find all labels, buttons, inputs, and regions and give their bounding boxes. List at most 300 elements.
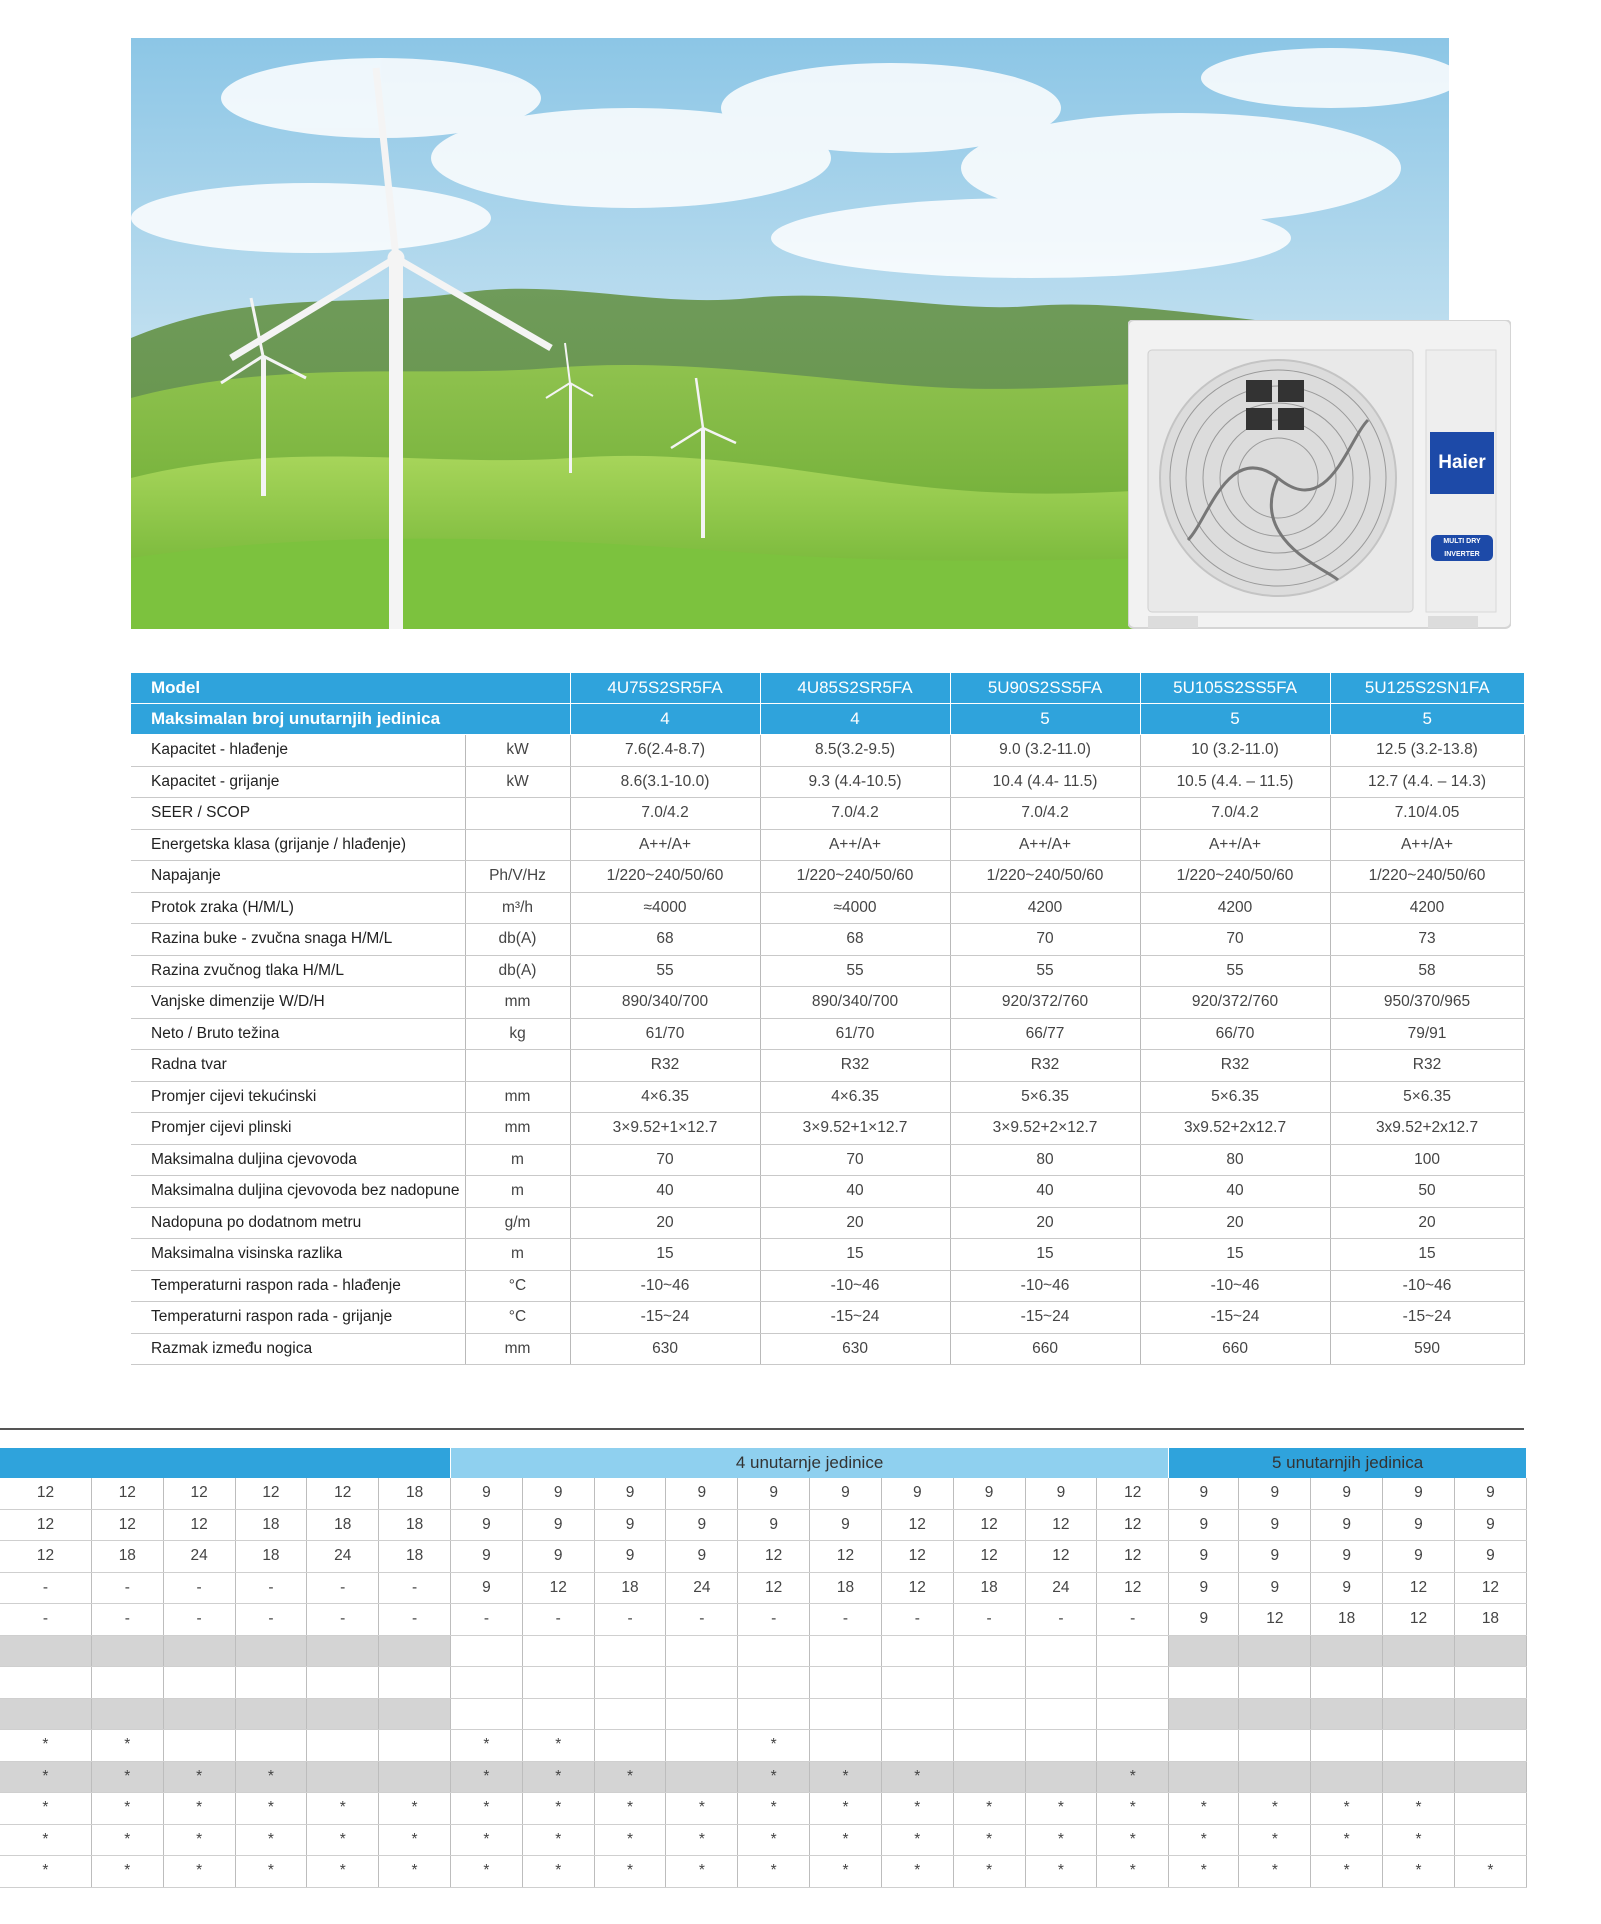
combination-cell: * xyxy=(91,1761,163,1793)
combination-table xyxy=(0,1448,1527,1888)
combination-cell xyxy=(1454,1761,1526,1793)
combination-cell xyxy=(666,1667,738,1699)
combination-cell xyxy=(1383,1667,1455,1699)
combination-cell xyxy=(235,1698,307,1730)
spec-value: 80 xyxy=(950,1144,1140,1176)
combination-cell: * xyxy=(810,1856,882,1888)
combination-cell: * xyxy=(235,1761,307,1793)
combination-cell: * xyxy=(1169,1793,1239,1825)
spec-unit: m xyxy=(465,1144,570,1176)
combination-cell: 9 xyxy=(738,1509,810,1541)
group-header-cell: 4 unutarnje jedinice xyxy=(451,1448,1169,1478)
combination-cell: * xyxy=(379,1856,451,1888)
combination-cell xyxy=(235,1730,307,1762)
spec-unit: mm xyxy=(465,987,570,1019)
combination-cell xyxy=(1454,1698,1526,1730)
spec-unit: Ph/V/Hz xyxy=(465,861,570,893)
combination-cell: 9 xyxy=(666,1509,738,1541)
combination-cell xyxy=(379,1667,451,1699)
combination-row xyxy=(0,1667,1527,1699)
combination-cell: 12 xyxy=(738,1572,810,1604)
combination-cell xyxy=(666,1698,738,1730)
combination-cell xyxy=(91,1698,163,1730)
combination-cell: 9 xyxy=(666,1478,738,1509)
combination-cell: * xyxy=(1025,1856,1097,1888)
spec-label: Promjer cijevi tekućinski xyxy=(131,1081,465,1113)
combination-cell: 9 xyxy=(953,1478,1025,1509)
spec-row xyxy=(131,798,1524,830)
combination-cell: 24 xyxy=(666,1572,738,1604)
spec-label: Maksimalna visinska razlika xyxy=(131,1239,465,1271)
spec-value: 20 xyxy=(950,1207,1140,1239)
combination-cell xyxy=(1239,1730,1311,1762)
spec-row xyxy=(131,1050,1524,1082)
spec-value: 950/370/965 xyxy=(1330,987,1524,1019)
combination-cell xyxy=(1454,1824,1526,1856)
spec-value: 20 xyxy=(570,1207,760,1239)
spec-value: 40 xyxy=(1140,1176,1330,1208)
combination-cell: * xyxy=(0,1793,91,1825)
combination-cell xyxy=(522,1635,594,1667)
combination-cell: 12 xyxy=(881,1509,953,1541)
combination-cell: * xyxy=(594,1824,666,1856)
combination-cell: 9 xyxy=(1239,1478,1311,1509)
combination-cell xyxy=(1383,1761,1455,1793)
combination-cell: 12 xyxy=(1025,1509,1097,1541)
max-indoor-units-value: 5 xyxy=(1140,704,1330,735)
max-indoor-units-value: 5 xyxy=(1330,704,1524,735)
combination-cell: * xyxy=(235,1856,307,1888)
combination-cell: 12 xyxy=(1239,1604,1311,1636)
combination-cell xyxy=(1025,1730,1097,1762)
combination-cell xyxy=(1383,1730,1455,1762)
spec-unit: m xyxy=(465,1176,570,1208)
spec-label: Energetska klasa (grijanje / hlađenje) xyxy=(131,829,465,861)
combination-cell: 9 xyxy=(522,1541,594,1573)
spec-value: 40 xyxy=(950,1176,1140,1208)
spec-row xyxy=(131,1176,1524,1208)
spec-row xyxy=(131,1302,1524,1334)
combination-cell: * xyxy=(1383,1856,1455,1888)
combination-cell xyxy=(881,1698,953,1730)
spec-value: 55 xyxy=(570,955,760,987)
combination-cell: 9 xyxy=(594,1509,666,1541)
spec-value: 7.0/4.2 xyxy=(950,798,1140,830)
combination-cell xyxy=(91,1667,163,1699)
combination-cell: 9 xyxy=(881,1478,953,1509)
spec-value: -15~24 xyxy=(1330,1302,1524,1334)
combination-cell: - xyxy=(307,1572,379,1604)
combination-cell: * xyxy=(666,1793,738,1825)
spec-row xyxy=(131,829,1524,861)
spec-subheader-row xyxy=(131,704,1524,735)
spec-value: 590 xyxy=(1330,1333,1524,1365)
combination-cell: 9 xyxy=(451,1541,523,1573)
max-indoor-units-value: 4 xyxy=(760,704,950,735)
spec-label: Razina buke - zvučna snaga H/M/L xyxy=(131,924,465,956)
spec-label: Nadopuna po dodatnom metru xyxy=(131,1207,465,1239)
combination-cell xyxy=(0,1667,91,1699)
combination-cell xyxy=(451,1667,523,1699)
spec-header-label: Model xyxy=(131,673,570,704)
section-divider xyxy=(0,1428,1524,1430)
combination-cell: * xyxy=(451,1730,523,1762)
combination-cell: 18 xyxy=(594,1572,666,1604)
combination-cell xyxy=(666,1761,738,1793)
combination-cell: * xyxy=(738,1824,810,1856)
combination-cell: 18 xyxy=(810,1572,882,1604)
spec-value: 660 xyxy=(950,1333,1140,1365)
spec-value: 4200 xyxy=(1330,892,1524,924)
combination-cell: 9 xyxy=(810,1478,882,1509)
combination-cell: * xyxy=(91,1856,163,1888)
combination-cell xyxy=(953,1698,1025,1730)
spec-value: A++/A+ xyxy=(1140,829,1330,861)
spec-value: 40 xyxy=(570,1176,760,1208)
combination-cell xyxy=(379,1730,451,1762)
combination-cell: 12 xyxy=(1383,1604,1455,1636)
combination-cell: 9 xyxy=(1311,1478,1383,1509)
combination-cell: * xyxy=(738,1761,810,1793)
combination-cell: * xyxy=(1097,1856,1169,1888)
spec-value: 4×6.35 xyxy=(570,1081,760,1113)
combination-cell xyxy=(666,1635,738,1667)
combination-cell: 24 xyxy=(163,1541,235,1573)
combination-cell xyxy=(1311,1730,1383,1762)
combination-cell xyxy=(1025,1761,1097,1793)
spec-value: 660 xyxy=(1140,1333,1330,1365)
spec-label: Maksimalna duljina cjevovoda bez nadopune xyxy=(131,1176,465,1208)
combination-cell: 12 xyxy=(1097,1541,1169,1573)
combination-cell xyxy=(379,1761,451,1793)
spec-label: Promjer cijevi plinski xyxy=(131,1113,465,1145)
combination-cell xyxy=(163,1730,235,1762)
spec-value: 58 xyxy=(1330,955,1524,987)
combination-cell xyxy=(235,1635,307,1667)
combination-cell xyxy=(1383,1635,1455,1667)
combination-cell: 9 xyxy=(738,1478,810,1509)
spec-row xyxy=(131,1333,1524,1365)
combination-cell xyxy=(163,1635,235,1667)
combination-cell: * xyxy=(522,1761,594,1793)
spec-value: -15~24 xyxy=(950,1302,1140,1334)
combination-cell xyxy=(1311,1667,1383,1699)
combination-cell: 12 xyxy=(953,1541,1025,1573)
spec-label: Napajanje xyxy=(131,861,465,893)
combination-cell: * xyxy=(738,1856,810,1888)
combination-cell xyxy=(1097,1667,1169,1699)
spec-value: 7.0/4.2 xyxy=(570,798,760,830)
spec-value: 7.6(2.4-8.7) xyxy=(570,735,760,767)
combination-cell xyxy=(594,1698,666,1730)
spec-row xyxy=(131,766,1524,798)
combination-cell: - xyxy=(91,1572,163,1604)
spec-value: 68 xyxy=(570,924,760,956)
combination-cell: 12 xyxy=(163,1478,235,1509)
combination-row xyxy=(0,1730,1527,1762)
combination-cell: 12 xyxy=(0,1541,91,1573)
spec-value: A++/A+ xyxy=(950,829,1140,861)
spec-value: 40 xyxy=(760,1176,950,1208)
spec-value: -10~46 xyxy=(760,1270,950,1302)
combination-cell: * xyxy=(1454,1856,1526,1888)
spec-label: Temperaturni raspon rada - hlađenje xyxy=(131,1270,465,1302)
combination-cell xyxy=(379,1698,451,1730)
combination-cell: 12 xyxy=(953,1509,1025,1541)
combination-cell: 12 xyxy=(881,1572,953,1604)
spec-value: 3×9.52+2×12.7 xyxy=(950,1113,1140,1145)
spec-value: 1/220~240/50/60 xyxy=(1140,861,1330,893)
combination-cell xyxy=(1169,1761,1239,1793)
spec-value: 920/372/760 xyxy=(1140,987,1330,1019)
combination-cell xyxy=(451,1698,523,1730)
spec-value: 50 xyxy=(1330,1176,1524,1208)
spec-value: 70 xyxy=(1140,924,1330,956)
combination-cell xyxy=(307,1635,379,1667)
combination-cell xyxy=(881,1667,953,1699)
combination-cell: 12 xyxy=(1097,1478,1169,1509)
spec-unit: mm xyxy=(465,1113,570,1145)
combination-cell: 9 xyxy=(1311,1509,1383,1541)
spec-value: 3×9.52+1×12.7 xyxy=(760,1113,950,1145)
combination-cell: - xyxy=(881,1604,953,1636)
spec-value: 10 (3.2-11.0) xyxy=(1140,735,1330,767)
spec-label: Razina zvučnog tlaka H/M/L xyxy=(131,955,465,987)
spec-unit xyxy=(465,829,570,861)
combination-cell xyxy=(1383,1698,1455,1730)
spec-value: 5×6.35 xyxy=(1330,1081,1524,1113)
spec-label: Kapacitet - hlađenje xyxy=(131,735,465,767)
combination-cell: * xyxy=(1097,1761,1169,1793)
spec-value: 890/340/700 xyxy=(760,987,950,1019)
combination-cell xyxy=(1311,1761,1383,1793)
combination-cell: * xyxy=(666,1856,738,1888)
combination-cell xyxy=(953,1730,1025,1762)
spec-label: SEER / SCOP xyxy=(131,798,465,830)
model-name: 4U85S2SR5FA xyxy=(760,673,950,704)
spec-value: -10~46 xyxy=(950,1270,1140,1302)
spec-unit: kW xyxy=(465,735,570,767)
combination-cell xyxy=(1239,1698,1311,1730)
spec-unit: kg xyxy=(465,1018,570,1050)
combination-cell: * xyxy=(881,1793,953,1825)
spec-value: 66/77 xyxy=(950,1018,1140,1050)
combination-cell: 18 xyxy=(307,1509,379,1541)
combination-cell: * xyxy=(235,1824,307,1856)
spec-value: 4×6.35 xyxy=(760,1081,950,1113)
combination-cell xyxy=(307,1667,379,1699)
spec-label: Razmak između nogica xyxy=(131,1333,465,1365)
combination-cell: * xyxy=(451,1761,523,1793)
spec-value: -15~24 xyxy=(1140,1302,1330,1334)
spec-value: R32 xyxy=(950,1050,1140,1082)
combination-cell xyxy=(91,1635,163,1667)
combination-cell: * xyxy=(0,1761,91,1793)
combination-cell: 12 xyxy=(738,1541,810,1573)
combination-cell xyxy=(1454,1635,1526,1667)
combination-group-header xyxy=(0,1448,1527,1478)
spec-value: R32 xyxy=(1140,1050,1330,1082)
combination-cell: * xyxy=(1239,1793,1311,1825)
combination-row xyxy=(0,1793,1527,1825)
combination-cell xyxy=(1025,1635,1097,1667)
combination-cell xyxy=(738,1667,810,1699)
combination-cell: 12 xyxy=(1454,1572,1526,1604)
spec-value: 7.0/4.2 xyxy=(1140,798,1330,830)
combination-cell: * xyxy=(1311,1824,1383,1856)
spec-value: 8.6(3.1-10.0) xyxy=(570,766,760,798)
combination-cell xyxy=(1025,1698,1097,1730)
combination-cell: * xyxy=(1383,1793,1455,1825)
model-name: 5U105S2SS5FA xyxy=(1140,673,1330,704)
combination-row xyxy=(0,1761,1527,1793)
spec-value: 1/220~240/50/60 xyxy=(1330,861,1524,893)
combination-cell: 9 xyxy=(1454,1478,1526,1509)
combination-cell: * xyxy=(1097,1793,1169,1825)
spec-value: 12.5 (3.2-13.8) xyxy=(1330,735,1524,767)
combination-cell: - xyxy=(1025,1604,1097,1636)
spec-value: 66/70 xyxy=(1140,1018,1330,1050)
spec-value: A++/A+ xyxy=(760,829,950,861)
combination-cell: * xyxy=(810,1793,882,1825)
combination-cell xyxy=(163,1667,235,1699)
combination-cell: 18 xyxy=(91,1541,163,1573)
combination-cell xyxy=(1169,1730,1239,1762)
spec-value: 15 xyxy=(570,1239,760,1271)
spec-unit: m xyxy=(465,1239,570,1271)
combination-row xyxy=(0,1478,1527,1509)
combination-cell: * xyxy=(594,1793,666,1825)
combination-cell: 12 xyxy=(91,1478,163,1509)
combination-cell: 18 xyxy=(379,1509,451,1541)
spec-row xyxy=(131,1144,1524,1176)
combination-cell xyxy=(953,1667,1025,1699)
combination-cell xyxy=(594,1667,666,1699)
combination-cell: * xyxy=(1239,1856,1311,1888)
combination-cell: 9 xyxy=(1169,1478,1239,1509)
haier-logo: Haier xyxy=(1438,452,1486,473)
spec-value: 7.0/4.2 xyxy=(760,798,950,830)
combination-cell xyxy=(0,1698,91,1730)
combination-cell: - xyxy=(594,1604,666,1636)
spec-row xyxy=(131,1113,1524,1145)
spec-table xyxy=(131,673,1525,1365)
combination-cell xyxy=(1239,1761,1311,1793)
combination-cell xyxy=(379,1635,451,1667)
spec-row xyxy=(131,987,1524,1019)
spec-value: 70 xyxy=(760,1144,950,1176)
combination-cell: * xyxy=(738,1730,810,1762)
spec-value: 1/220~240/50/60 xyxy=(950,861,1140,893)
spec-unit: g/m xyxy=(465,1207,570,1239)
combination-cell: 9 xyxy=(1239,1509,1311,1541)
spec-row xyxy=(131,1018,1524,1050)
combination-cell: * xyxy=(451,1856,523,1888)
inverter-badge: MULTI DRY INVERTER xyxy=(1443,538,1481,558)
combination-cell: 12 xyxy=(1383,1572,1455,1604)
combination-cell: * xyxy=(451,1824,523,1856)
spec-value: -15~24 xyxy=(760,1302,950,1334)
spec-value: -10~46 xyxy=(570,1270,760,1302)
spec-value: 70 xyxy=(570,1144,760,1176)
max-indoor-units-value: 4 xyxy=(570,704,760,735)
combination-cell: 12 xyxy=(163,1509,235,1541)
combination-cell: * xyxy=(522,1824,594,1856)
combination-cell xyxy=(1169,1667,1239,1699)
group-header-cell: 5 unutarnjih jedinica xyxy=(1169,1448,1527,1478)
spec-value: 55 xyxy=(950,955,1140,987)
spec-value: 920/372/760 xyxy=(950,987,1140,1019)
combination-cell xyxy=(163,1698,235,1730)
combination-cell: 24 xyxy=(307,1541,379,1573)
spec-value: 8.5(3.2-9.5) xyxy=(760,735,950,767)
combination-cell: * xyxy=(235,1793,307,1825)
combination-cell: 9 xyxy=(666,1541,738,1573)
spec-value: 61/70 xyxy=(760,1018,950,1050)
combination-cell: * xyxy=(91,1793,163,1825)
combination-cell: 12 xyxy=(1097,1572,1169,1604)
combination-cell: * xyxy=(1097,1824,1169,1856)
spec-unit: mm xyxy=(465,1081,570,1113)
spec-value: 630 xyxy=(570,1333,760,1365)
spec-value: A++/A+ xyxy=(570,829,760,861)
combination-cell: * xyxy=(0,1856,91,1888)
combination-cell xyxy=(953,1635,1025,1667)
spec-value: 1/220~240/50/60 xyxy=(570,861,760,893)
combination-cell: * xyxy=(810,1761,882,1793)
spec-value: 20 xyxy=(1330,1207,1524,1239)
combination-cell xyxy=(1169,1635,1239,1667)
spec-unit: °C xyxy=(465,1302,570,1334)
combination-cell: 12 xyxy=(522,1572,594,1604)
spec-value: -10~46 xyxy=(1330,1270,1524,1302)
spec-value: -10~46 xyxy=(1140,1270,1330,1302)
combination-row xyxy=(0,1698,1527,1730)
combination-row xyxy=(0,1856,1527,1888)
combination-cell xyxy=(810,1730,882,1762)
combination-cell: * xyxy=(738,1793,810,1825)
combination-cell: * xyxy=(666,1824,738,1856)
combination-cell xyxy=(522,1698,594,1730)
combination-cell: 18 xyxy=(235,1541,307,1573)
combination-cell: * xyxy=(953,1856,1025,1888)
spec-value: 55 xyxy=(1140,955,1330,987)
spec-value: 4200 xyxy=(1140,892,1330,924)
combination-cell: 12 xyxy=(881,1541,953,1573)
combination-cell: - xyxy=(379,1604,451,1636)
combination-cell: * xyxy=(307,1793,379,1825)
spec-value: 15 xyxy=(760,1239,950,1271)
combination-cell: * xyxy=(379,1824,451,1856)
combination-cell: * xyxy=(1311,1856,1383,1888)
combination-cell: * xyxy=(881,1856,953,1888)
combination-cell xyxy=(1311,1698,1383,1730)
combination-cell: * xyxy=(379,1793,451,1825)
combination-cell: * xyxy=(810,1824,882,1856)
spec-value: 70 xyxy=(950,924,1140,956)
combination-cell: * xyxy=(1025,1793,1097,1825)
combination-cell: - xyxy=(163,1572,235,1604)
max-indoor-units-label: Maksimalan broj unutarnjih jedinica xyxy=(131,704,570,735)
combination-cell: 18 xyxy=(235,1509,307,1541)
outdoor-unit-image xyxy=(1128,320,1511,640)
spec-value: 61/70 xyxy=(570,1018,760,1050)
spec-value: 20 xyxy=(760,1207,950,1239)
combination-cell: 9 xyxy=(810,1509,882,1541)
spec-value: R32 xyxy=(760,1050,950,1082)
spec-row xyxy=(131,1270,1524,1302)
combination-cell xyxy=(307,1761,379,1793)
